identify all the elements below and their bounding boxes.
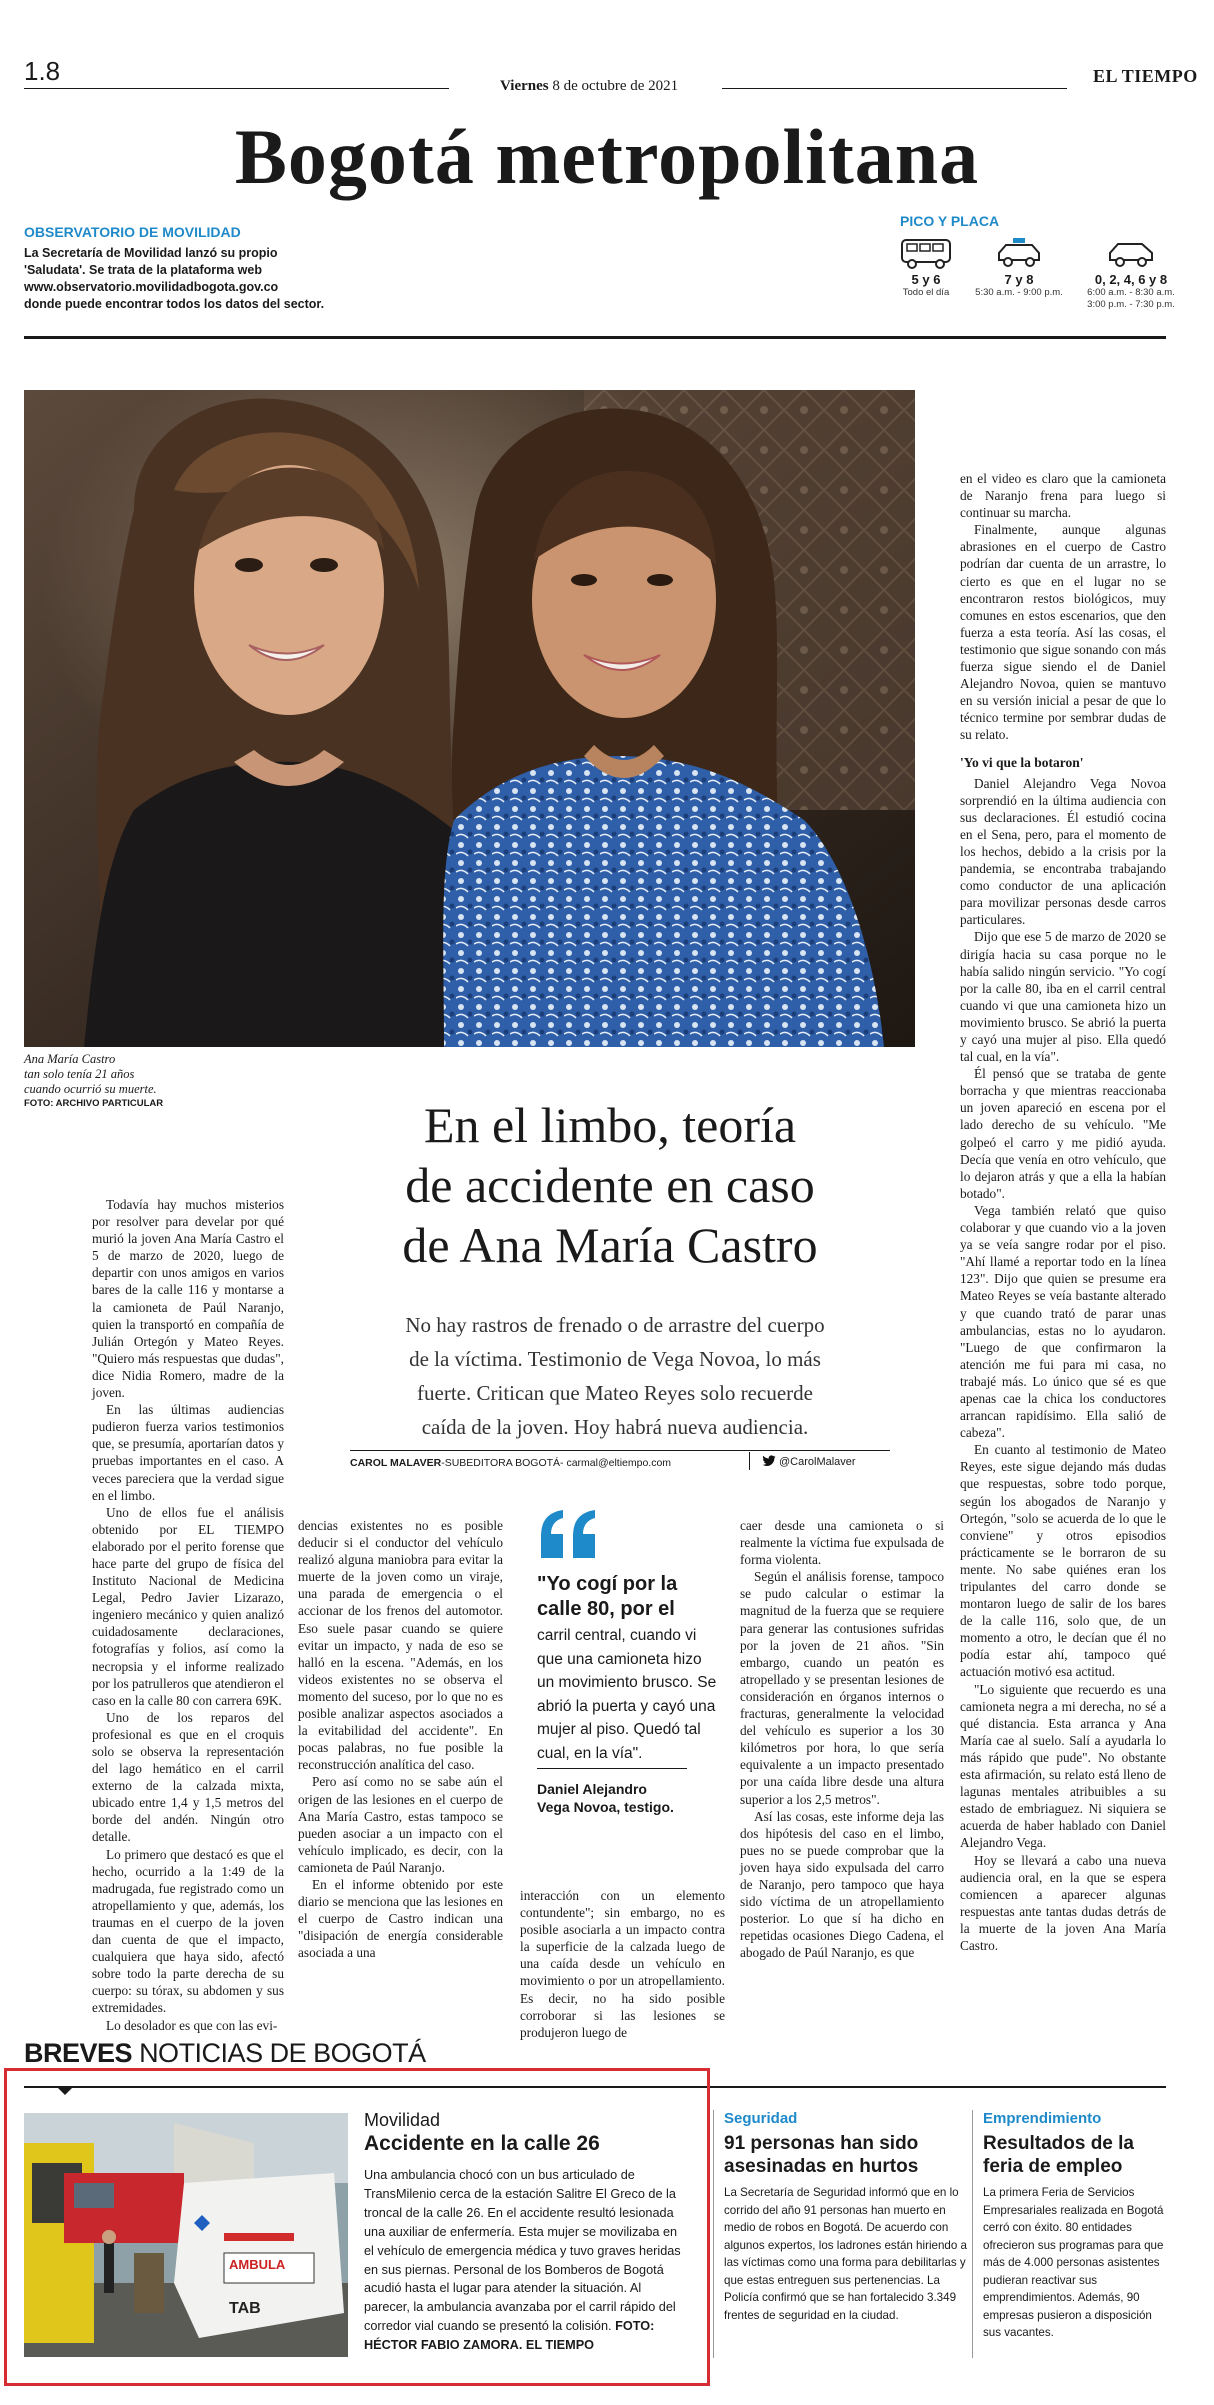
paragraph: Lo primero que destacó es que el hecho, ocurrido a la 1:49 de la madrugada, fue registrado como un atropellamiento y que, además, los traumas en el cuerpo de la joven dan cuenta de que el impacto, cualquiera que haya sido, afectó sobre todo la parte derecha de su cuerpo: su tórax, su abdomen y sus extremidades. [92, 1846, 284, 2016]
pico-days: 0, 2, 4, 6 y 8 [1094, 272, 1168, 287]
paragraph: Finalmente, aunque algunas abrasiones en el cuerpo de Castro podrían dar cuenta de un arrastre, lo cierto es que en el lugar no se encontraron restos biológicos, muy comunes en estos escenarios, que den fuerza a esta teoría. Así las cosas, el testimonio que sigue sonando con más fuerza sigue siendo el de Daniel Alejandro Novoa, quien se mantuvo en su versión inicial a pesar de que lo técnico termine por sembrar dudas de su relato. [960, 522, 1166, 743]
breve-photo-credit: FOTO: HÉCTOR FABIO ZAMORA. EL TIEMPO [364, 2319, 655, 2353]
paragraph: Daniel Alejandro Vega Novoa sorprendió en la última audiencia con sus declaraciones. Él estudió cocina en el Sena, pero, para el momento de los hechos, debido a la crisis por la pandemia, se encontraba trabajando como conductor de una aplicación para movilizar personas desde carros particulares. [960, 775, 1166, 928]
pico-hours: 5:30 a.m. - 9:00 p.m. [975, 287, 1063, 298]
pico-hours: Todo el día [902, 287, 950, 298]
article-headline [310, 1095, 910, 1275]
bus-icon [899, 236, 953, 270]
breve-photo [24, 2113, 348, 2357]
breve-text [364, 2166, 682, 2355]
twitter-handle[interactable] [762, 1455, 856, 1468]
paragraph: interacción con un elemento contundente"; sin embargo, no es posible asociarla a un impacto contra la superficie de la calzada luego de una caída desde un vehículo en movimiento o por un atropellamiento. Es decir, no ha sido posible corroborar si las lesiones se produjeron luego de [520, 1888, 725, 2040]
section-title: Bogotá metropolitana [234, 113, 980, 200]
quote-attribution-line: Daniel Alejandro [537, 1781, 647, 1797]
paragraph: Así las cosas, este informe deja las dos hipótesis del caso en el limbo, pues no se puede comprobar que la joven haya sido expulsada del carro de Naranjo, pero tampoco que haya sido víctima de un atropellamiento posterior. Lo que sí ha dicho en repetidas ocasiones Diego Cadena, el abogado de Paúl Naranjo, es que [740, 1808, 944, 1961]
pico-hours: 6:00 a.m. - 8:30 a.m. [1087, 287, 1175, 298]
taxi-icon [994, 236, 1044, 270]
caption-line: Ana María Castro [24, 1052, 116, 1066]
car-icon [1106, 236, 1156, 270]
paragraph: Pero así como no se sabe aún el origen de las lesiones en el cuerpo de Ana María Castro, estas tampoco se pueden asociar a un impacto con el vehículo implicado, es decir, con la camioneta de Paúl Naranjo. [298, 1774, 503, 1875]
breves-title-light: NOTICIAS DE BOGOTÁ [139, 2038, 426, 2068]
observatorio-title: OBSERVATORIO DE MOVILIDAD [24, 224, 241, 240]
header-bottom-rule [24, 336, 1166, 339]
headline-line: de Ana María Castro [402, 1217, 818, 1273]
dek-line: No hay rastros de frenado o de arrastre del cuerpo [405, 1313, 825, 1337]
article-column-4 [740, 1517, 944, 1961]
paragraph: Lo desolador es que con las evi- [106, 2017, 278, 2033]
dek-line: caída de la joven. Hoy habrá nueva audiencia. [421, 1415, 809, 1439]
breve-title-line: asesinadas en hurtos [724, 2156, 919, 2177]
paragraph: "Lo siguiente que recuerdo es una camioneta negra a mi derecha, no sé a qué distancia. Esta arranca y Ana María cae al suelo. Salí a ayudarla lo más rápido que pude". No obstante esta afirmación, su relato está lleno de lagunas mentales atribuibles a su estado de embriaguez. Ni siquiera se acuerda de haber hablado con Daniel Alejandro Vega. [960, 1681, 1166, 1851]
quote-attribution [537, 1780, 674, 1816]
breve-text-emprendimiento: La primera Feria de Servicios Empresariales realizada en Bogotá cerró con éxito. 80 entidades ofrecieron sus programas para que más de 4.000 personas asistentes pudieran reactivar sus emprendimientos. Además, 90 empresas pusieron a disposición sus vacantes. [983, 2186, 1164, 2339]
paragraph: dencias existentes no es posible deducir si el conductor del vehículo realizó alguna maniobra para evitar la muerte de la joven como un viraje, una parada de emergencia o el accionar de los frenos del automotor. Eso suele pasar cuando se quiere evitar un impacto, y nada de eso se halló en la escena. "Además, en los videos existentes no se observa el momento del suceso, por lo que no es posible analizar aspectos asociados a la evitabilidad del accidente". En pocas palabras, no fue posible la reconstrucción analítica del caso. [298, 1518, 503, 1773]
breves-divider [972, 2110, 973, 2358]
breve-category: Movilidad [364, 2110, 441, 2130]
pico-item-car [1076, 236, 1186, 311]
headline-line: de accidente en caso [405, 1157, 815, 1213]
date-line [500, 78, 678, 95]
paragraph: Todavía hay muchos misterios por resolver para develar por qué murió la joven Ana María Castro el 5 de marzo de 2020, luego de departir con unos amigos en varios bares de la calle 116 y montarse a la camioneta de Paúl Naranjo, quien la transportó en compañía de Julián Ortegón y Mateo Reyes. "Quiero más respuestas que dudas", dice Nidia Romero, madre de la joven. [92, 1197, 284, 1401]
quote-lead: "Yo cogí por la calle 80, por el [537, 1573, 678, 1620]
subhead: 'Yo vi que la botaron' [960, 754, 1084, 770]
ambulance-label-2: TAB [229, 2300, 261, 2317]
byline-separator [749, 1452, 750, 1470]
paragraph: en el video es claro que la camioneta de Naranjo frena para luego si continuar su marcha. [960, 471, 1166, 521]
breve-title-emprendimiento [983, 2132, 1134, 2178]
observatorio-line: 'Saludata'. Se trata de la plataforma web [24, 263, 262, 277]
ambulance-label: AMBULA [229, 2257, 286, 2272]
paragraph: Dijo que ese 5 de marzo de 2020 se dirigía hacia su casa porque no le había salido ningún servicio. "Yo cogí por la calle 80, iba en el carril central cuando vi que una camioneta hizo un movimiento brusco. Se abrió la puerta y cayó una mujer al piso. Ella quedó tal cual, en la vía". [960, 929, 1166, 1065]
paragraph: En el informe obtenido por este diario se menciona que las lesiones en el cuerpo de Castro indican una "disipación de energía considerable asociada a una [298, 1876, 503, 1961]
observatorio-text [24, 245, 364, 313]
photo-credit: FOTO: ARCHIVO PARTICULAR [24, 1098, 164, 1109]
article-photo [24, 390, 915, 1047]
article-column-1 [92, 1196, 284, 2034]
pico-days: 5 y 6 [911, 272, 941, 287]
date: 8 de octubre de 2021 [552, 78, 679, 94]
pico-hours: 3:00 p.m. - 7:30 p.m. [1087, 299, 1175, 310]
photo-caption [24, 1052, 157, 1097]
quote-rule [537, 1768, 687, 1769]
paragraph: Él pensó que se trataba de gente borracha y que mientras reaccionaba un joven apareció en escena por el lado derecho de su vehículo. "Me golpeó el carro y me pidió ayuda. Decía que venía en otro vehículo, que lo dejaron atrás y que a ella la habían botado". [960, 1066, 1166, 1201]
breve-category-seguridad: Seguridad [724, 2110, 798, 2127]
caption-line: tan solo tenía 21 años [24, 1067, 135, 1081]
breve-title-line: feria de empleo [983, 2156, 1123, 2177]
twitter-text: @CarolMalaver [779, 1456, 856, 1468]
paragraph: Hoy se llevará a cabo una nueva audiencia oral, en la que se espera comiencen a aparecer algunas respuestas ante tantas dudas detrás de la muerte de la joven Ana María Castro. [960, 1852, 1166, 1953]
paragraph: Uno de los reparos del profesional es que en el croquis solo se observa la representación del lago hemático en el carril externo de la calzada mixta, ubicado entre 1,4 y 1,5 metros del borde del andén. Ningún otro detalle. [92, 1709, 284, 1845]
breve-category-emprendimiento: Emprendimiento [983, 2110, 1102, 2127]
quote-mark-icon [537, 1508, 601, 1565]
breves-title [24, 2038, 426, 2069]
breve-title-line: 91 personas han sido [724, 2133, 919, 2154]
breve-body: Una ambulancia chocó con un bus articulado de TransMilenio cerca de la estación Salitre El Greco de la troncal de la calle 26. En el accidente resultó lesionada una auxiliar de enfermería. Esta mujer se movilizaba en el vehículo de emergencia médica y tuvo graves heridas en sus piernas. Personal de los Bomberos de Bogotá acudió hasta el lugar para atender la situación. Al parecer, la ambulancia avanzaba por el carril rápido del corredor vial cuando se presentó la colisión. [364, 2168, 681, 2334]
quote-text: carril central, cuando vi que una camioneta hizo un movimiento brusco. Se abrió la puerta y cayó una mujer al piso. Quedó tal cual, en la vía". [537, 1627, 717, 1762]
byline-rule-top [350, 1450, 890, 1451]
header-rule-right [722, 88, 1067, 89]
paragraph: Según el análisis forense, tampoco se pudo calcular o estimar la magnitud de la fuerza que se requiere para generar las contusiones sufridas por la joven de 21 años. "Sin embargo, cuando un peatón es atropellado y se presentan lesiones de consideración en órganos internos o fracturas, generalmente la velocidad del vehículo es superior a los 30 kilómetros por hora, lo que sería equivalente a un impacto presentado por una caída libre desde una altura superior a los 2,5 metros". [740, 1569, 944, 1807]
pico-item-bus [895, 236, 957, 299]
caption-line: cuando ocurrió su muerte. [24, 1082, 157, 1096]
observatorio-line: donde puede encontrar todos los datos del sector. [24, 297, 325, 311]
paragraph: Uno de ellos fue el análisis obtenido por EL TIEMPO elaborado por el perito forense que hace parte del grupo de física del Instituto Nacional de Medicina Legal, Pedro Javier Lizarazo, ingeniero mecánico y quien analizó cuidadosamente declaraciones, fotografías y folios, así como la necropsia y el informe realizado por los patrulleros que atendieron el caso en la calle 80 con carrera 69K. [92, 1504, 284, 1708]
breve-title-seguridad [724, 2132, 918, 2178]
breve-text-seguridad: La Secretaría de Seguridad informó que en lo corrido del año 91 personas han muerto en medio de robos en Bogotá. De acuerdo con algunos expertos, los ladrones están hiriendo a las víctimas como una forma para debilitarlas y que estas entreguen sus pertenencias. La Policía confirmó que se han fortalecido 3.349 frentes de seguridad en la ciudad. [724, 2186, 967, 2322]
newspaper-brand: EL TIEMPO [1093, 66, 1198, 86]
paragraph: Vega también relató que quiso colaborar y que cuando vio a la joven ya se veía sangre rodar por el piso. "Ahí llamé a reportar todo en la línea 123". Dijo que quien se presume era Mateo Reyes se veía bastante alterado y que cuando trató de parar unas ambulancias, estas no lo ayudaron. "Luego de que confirmaron la atención me fui para mi casa, no trabajé más. Lo único que sé es que apenas cae la chica los conductores arrancan rapidísimo. Ella salió de cabeza". [960, 1202, 1166, 1441]
article-column-3 [520, 1887, 725, 2041]
headline-line: En el limbo, teoría [423, 1097, 797, 1153]
byline-role: -SUBEDITORA BOGOTÁ- carmal@eltiempo.com [441, 1457, 672, 1469]
dek-line: fuerte. Critican que Mateo Reyes solo recuerde [417, 1381, 813, 1405]
breves-divider [713, 2110, 714, 2358]
twitter-icon [762, 1455, 776, 1467]
observatorio-line: La Secretaría de Movilidad lanzó su propio [24, 246, 278, 260]
breve-title: Accidente en la calle 26 [364, 2132, 600, 2155]
pico-days: 7 y 8 [1004, 272, 1034, 287]
quote-attribution-line: Vega Novoa, testigo. [537, 1799, 674, 1815]
pico-item-taxi [964, 236, 1074, 299]
observatorio-line: www.observatorio.movilidadbogota.gov.co [24, 280, 279, 294]
paragraph: caer desde una camioneta o si realmente la víctima fue expulsada de forma violenta. [740, 1518, 944, 1568]
article-dek [345, 1308, 885, 1444]
breves-title-bold: BREVES [24, 2038, 133, 2068]
paragraph: En las últimas audiencias pudieron fuerza varios testimonios que, se presumía, aportarían datos y pruebas importantes en el caso. A veces pareciera que la verdad sigue en el limbo. [92, 1402, 284, 1503]
breve-title-line: Resultados de la [983, 2133, 1134, 2154]
article-column-2 [298, 1517, 503, 1961]
byline [350, 1457, 671, 1469]
paragraph: En cuanto al testimonio de Mateo Reyes, este sigue dejando más dudas que respuestas, sobre todo porque, según los abogados de Naranjo y Ortegón, "solo se acuerda de lo que le conviene" y otros episodios prácticamente se le borraron de su mente. No sabe quiénes eran los tripulantes del carro donde se montaron luego de salir de los bares de la calle 116, solo que, de un momento a otro, le decían que él no podía estar ahí, tampoco qué actuación motivó esa actitud. [960, 1442, 1166, 1680]
article-column-5 [960, 470, 1166, 1954]
dek-line: de la víctima. Testimonio de Vega Novoa, lo más [409, 1347, 821, 1371]
weekday: Viernes [500, 78, 549, 94]
byline-name: CAROL MALAVER [350, 1457, 442, 1469]
page-number: 1.8 [24, 56, 61, 86]
header-rule-left [24, 88, 449, 89]
pico-y-placa-title: PICO Y PLACA [900, 213, 1000, 229]
